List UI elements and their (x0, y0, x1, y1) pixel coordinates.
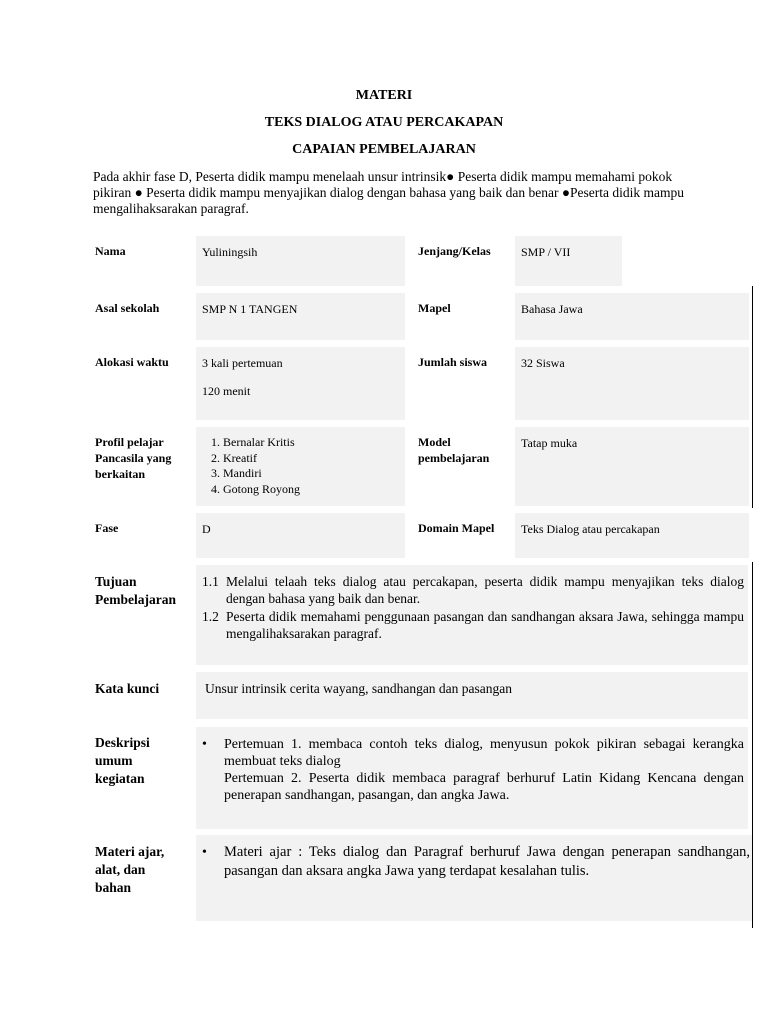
deskripsi-label (95, 734, 150, 788)
model-label-line-1: Model (418, 435, 451, 449)
tujuan-item (202, 573, 744, 607)
profil-value (196, 427, 405, 506)
domain-text: Teks Dialog atau percakapan (521, 522, 660, 536)
tujuan-item (202, 608, 744, 642)
materi-text: Materi ajar : Teks dialog dan Paragraf berhuruf Jawa dengan penerapan sandhangan, pasangan dan aksara angka Jawa yang terdapat kesalahan tulis. (224, 844, 750, 879)
fase-value (196, 513, 405, 558)
tujuan-item-number: 1.2 (202, 609, 219, 624)
bullet-icon: • (202, 737, 207, 752)
alokasi-text-1: 3 kali pertemuan (202, 356, 283, 370)
fase-text: D (202, 522, 211, 536)
materi-item (202, 843, 750, 881)
profil-label-line-3: berkaitan (95, 467, 146, 481)
deskripsi-item (202, 736, 744, 804)
sekolah-label: Asal sekolah (95, 301, 160, 315)
sekolah-value (196, 293, 405, 340)
kata-kunci-label: Kata kunci (95, 681, 160, 696)
profil-item: 3. Mandiri (223, 466, 399, 482)
jumlah-value (515, 347, 749, 420)
deskripsi-label-line-3: kegiatan (95, 771, 145, 786)
deskripsi-text-1: Pertemuan 1. membaca contoh teks dialog, menyusun pokok pikiran sebagai kerangka membuat teks dialog (224, 737, 744, 769)
materi-label-line-1: Materi ajar, (95, 844, 165, 859)
section-heading: CAPAIAN PEMBELAJARAN (292, 142, 476, 157)
profil-label-line-1: Profil pelajar (95, 435, 164, 449)
right-border-line (752, 286, 753, 508)
nama-label: Nama (95, 244, 126, 258)
page-title: MATERI (355, 88, 413, 103)
materi-value (196, 835, 752, 921)
jenjang-label: Jenjang/Kelas (418, 244, 491, 258)
model-value (515, 427, 749, 506)
jenjang-text: SMP / VII (521, 245, 571, 259)
profil-label (95, 434, 171, 482)
tujuan-item-text: Peserta didik memahami penggunaan pasangan dan sandhangan aksara Jawa, sehingga mampu mengalihaksarakan paragraf. (226, 609, 744, 641)
page-subtitle: TEKS DIALOG ATAU PERCAKAPAN (264, 115, 504, 130)
materi-label-line-3: bahan (95, 880, 132, 895)
deskripsi-value (196, 727, 748, 829)
jumlah-label: Jumlah siswa (418, 355, 488, 369)
tujuan-label-line-1: Tujuan (95, 574, 137, 589)
alokasi-text-2: 120 menit (202, 384, 251, 398)
deskripsi-label-line-1: Deskripsi (95, 735, 150, 750)
model-text: Tatap muka (521, 436, 578, 450)
tujuan-label (95, 573, 176, 609)
profil-label-line-2: Pancasila yang (95, 451, 172, 465)
bullet-icon: • (202, 845, 207, 860)
profil-item: 1. Bernalar Kritis (223, 435, 399, 451)
mapel-value (515, 293, 749, 340)
kata-kunci-value (196, 672, 748, 719)
domain-value (515, 513, 749, 558)
tujuan-item-number: 1.1 (202, 574, 219, 589)
nama-text: Yuliningsih (202, 245, 258, 259)
sekolah-text: SMP N 1 TANGEN (202, 302, 298, 316)
deskripsi-text-2: Pertemuan 2. Peserta didik membaca paragraf berhuruf Latin Kidang Kencana dengan penerapan sandhangan, pasangan, dan angka Jawa. (224, 771, 744, 803)
fase-label: Fase (95, 521, 119, 535)
domain-label: Domain Mapel (418, 521, 495, 535)
model-label (418, 434, 489, 466)
tujuan-label-line-2: Pembelajaran (95, 592, 176, 607)
materi-label-line-2: alat, dan (95, 862, 146, 877)
nama-value (196, 236, 405, 286)
mapel-label: Mapel (418, 301, 451, 315)
jumlah-text: 32 Siswa (521, 356, 565, 370)
deskripsi-label-line-2: umum (95, 753, 133, 768)
intro-paragraph: Pada akhir fase D, Peserta didik mampu menelaah unsur intrinsik● Peserta didik mampu memahami pokok pikiran ● Peserta didik mampu menyajikan dialog dengan bahasa yang baik dan benar ●Peserta didik mampu mengalihaksarakan paragraf. (93, 169, 685, 216)
profil-item: 4. Gotong Royong (223, 482, 399, 498)
tujuan-item-text: Melalui telaah teks dialog atau percakapan, peserta didik mampu menyajikan teks dialog dengan bahasa yang baik dan benar. (226, 574, 744, 606)
profil-item: 2. Kreatif (223, 451, 399, 467)
mapel-text: Bahasa Jawa (521, 302, 583, 316)
alokasi-label: Alokasi waktu (95, 355, 169, 369)
tujuan-value (196, 565, 748, 665)
jenjang-value (515, 236, 622, 286)
alokasi-value (196, 347, 405, 420)
materi-label (95, 843, 164, 897)
profil-list (202, 435, 399, 497)
kata-kunci-text: Unsur intrinsik cerita wayang, sandhangan dan pasangan (205, 681, 513, 696)
model-label-line-2: pembelajaran (418, 451, 490, 465)
right-border-line-lower (752, 562, 753, 928)
